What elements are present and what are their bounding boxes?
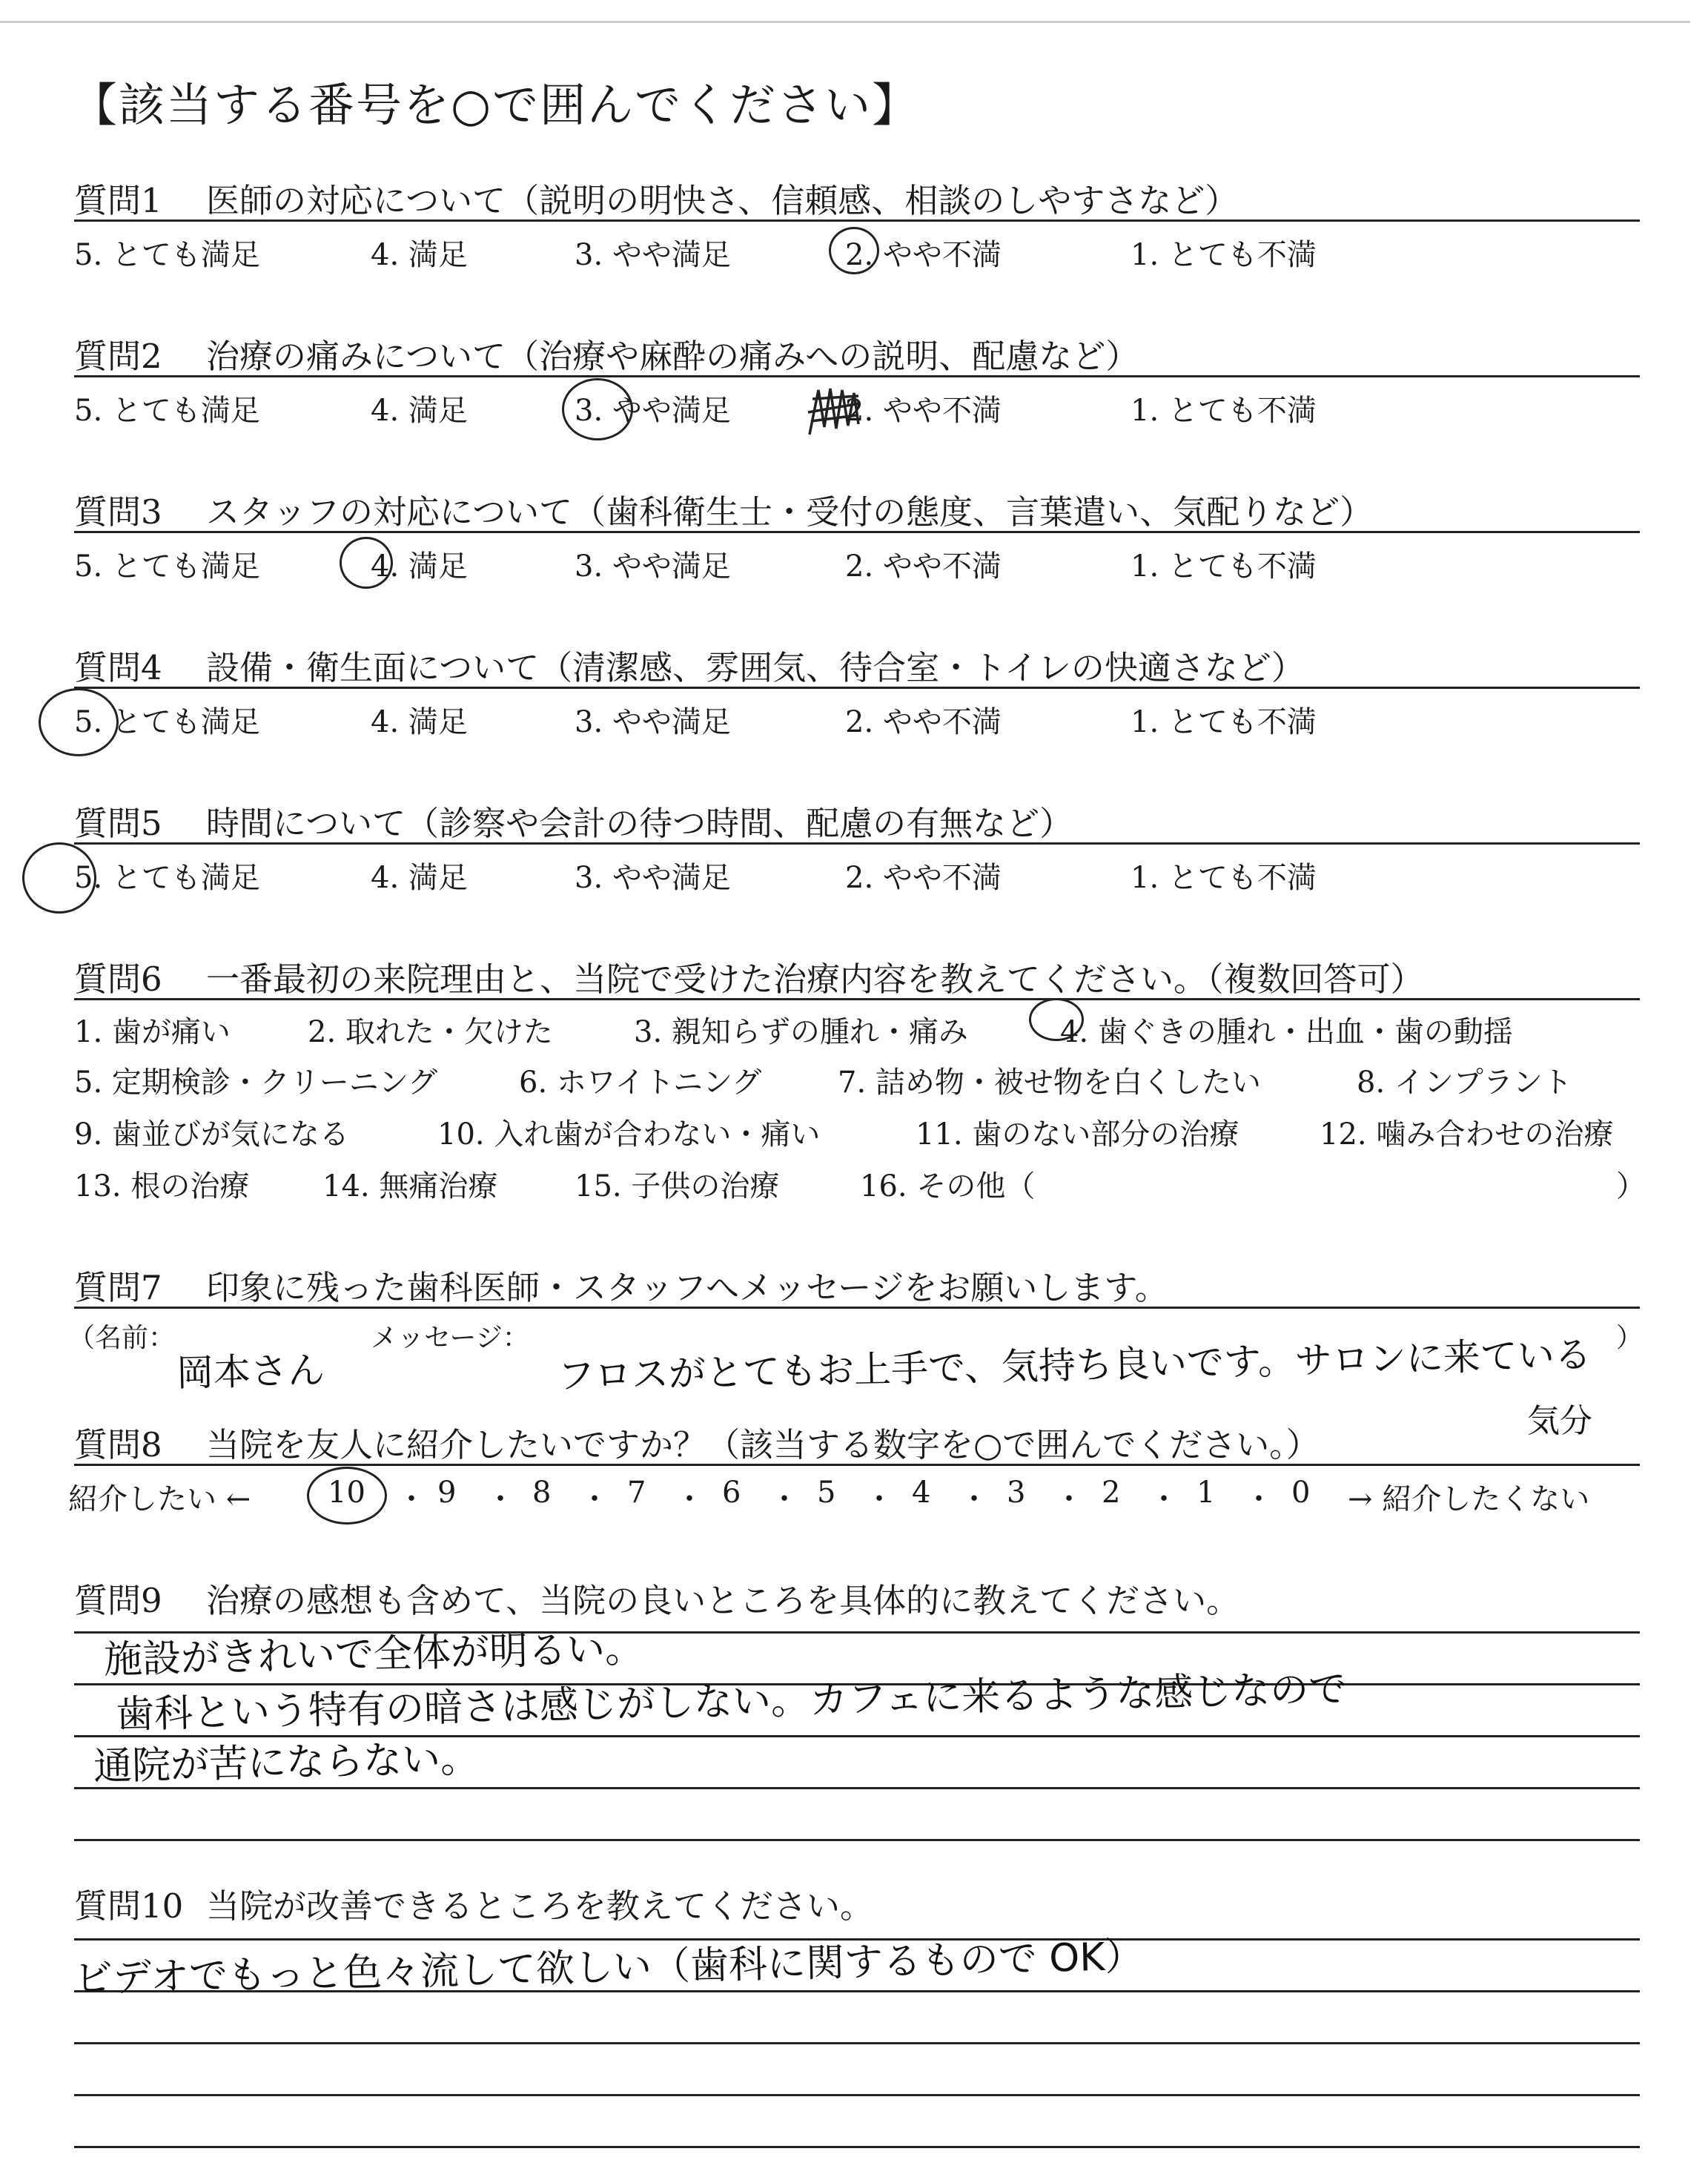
option-5[interactable]: 5. とても満足 [74,705,260,739]
divider [74,375,1640,377]
question-10-text: 当院が改善できるところを教えてください。 [206,1886,874,1926]
divider [74,687,1640,689]
message-close-paren: ） [1616,1323,1644,1353]
reason-option[interactable]: 13. 根の治療 [74,1169,250,1203]
question-10-label: 質問10 [74,1886,184,1926]
option-1[interactable]: 1. とても不満 [1131,394,1317,428]
answer-line [74,2042,1640,2044]
reason-option-other-close: ） [1616,1169,1646,1203]
scale-3[interactable]: 3 [1007,1476,1026,1510]
question-6-label: 質問6 [74,960,162,999]
message-label: メッセージ： [371,1323,529,1353]
option-4[interactable]: 4. 満足 [371,394,468,428]
scale-5[interactable]: 5 [817,1476,836,1510]
scale-dot: ・ [1054,1482,1084,1516]
q9-answer-line[interactable]: 歯科という特有の暗さは感じがしない。カフェに来るような感じなので [115,1667,1348,1737]
selection-circle [340,537,393,589]
scale-dot: ・ [769,1482,799,1516]
scale-7[interactable]: 7 [627,1476,646,1510]
reason-option[interactable]: 10. 入れ歯が合わない・痛い [437,1117,821,1152]
message-answer[interactable]: フロスがとてもお上手で、気持ち良いです。サロンに来ている [557,1332,1592,1398]
reason-option[interactable]: 9. 歯並びが気になる [74,1117,349,1152]
question-8-label: 質問8 [74,1425,162,1464]
option-3[interactable]: 3. やや満足 [575,238,731,272]
divider [74,1307,1640,1309]
scale-dot: ・ [580,1482,609,1516]
option-4[interactable]: 4. 満足 [371,705,468,739]
reason-option[interactable]: 8. インプラント [1357,1066,1572,1100]
scale-9[interactable]: 9 [437,1476,457,1510]
option-3[interactable]: 3. やや満足 [575,394,731,428]
scale-8[interactable]: 8 [532,1476,552,1510]
option-2[interactable]: 2. やや不満 [845,705,1002,739]
option-1[interactable]: 1. とても不満 [1131,238,1317,272]
page-title: 【該当する番号を○で囲んでください】 [71,78,920,132]
reason-option[interactable]: 2. 取れた・欠けた [308,1015,553,1049]
scale-dot: ・ [864,1482,894,1516]
scale-dot: ・ [397,1482,426,1516]
scale-0[interactable]: 0 [1291,1476,1311,1510]
divider [74,1464,1640,1466]
divider [74,219,1640,222]
selection-circle [39,688,119,756]
question-7-label: 質問7 [74,1268,162,1307]
question-2-label: 質問2 [74,337,162,376]
divider [74,531,1640,533]
message-answer-cont[interactable]: 気分 [1527,1402,1592,1440]
selection-circle [1029,998,1084,1041]
recommend-left-label: 紹介したい ← [68,1482,251,1516]
q9-answer-line[interactable]: 施設がきれいで全体が明るい。 [103,1626,644,1682]
selection-circle [22,842,96,914]
question-4-label: 質問4 [74,648,162,687]
option-4[interactable]: 4. 満足 [371,861,468,895]
q10-answer-line[interactable]: ビデオでもっと色々流して欲しい（歯科に関するもので OK） [73,1934,1144,2001]
option-5[interactable]: 5. とても満足 [74,238,260,272]
page-top-edge [0,21,1690,23]
question-5-label: 質問5 [74,804,162,843]
option-3[interactable]: 3. やや満足 [575,861,731,895]
scale-6[interactable]: 6 [722,1476,741,1510]
option-2[interactable]: 2. やや不満 [845,549,1002,584]
scale-dot: ・ [1149,1482,1179,1516]
scribble-mark [805,383,864,440]
question-4-text: 設備・衛生面について（清潔感、雰囲気、待合室・トイレの快適さなど） [206,648,1305,687]
option-2[interactable]: 2. やや不満 [845,238,1002,272]
reason-option[interactable]: 6. ホワイトニング [519,1066,762,1100]
scale-dot: ・ [959,1482,989,1516]
selection-circle [307,1467,387,1525]
name-label: （名前： [68,1323,176,1353]
option-1[interactable]: 1. とても不満 [1131,861,1317,895]
question-7-text: 印象に残った歯科医師・スタッフへメッセージをお願いします。 [206,1268,1168,1307]
option-4[interactable]: 4. 満足 [371,238,468,272]
question-3-text: スタッフの対応について（歯科衛生士・受付の態度、言葉遣い、気配りなど） [206,492,1374,532]
reason-option[interactable]: 7. 詰め物・被せ物を白くしたい [838,1066,1261,1100]
option-1[interactable]: 1. とても不満 [1131,549,1317,584]
question-1-label: 質問1 [74,181,162,220]
scale-1[interactable]: 1 [1196,1476,1216,1510]
reason-option[interactable]: 1. 歯が痛い [74,1015,231,1049]
reason-option[interactable]: 3. 親知らずの腫れ・痛み [634,1015,968,1049]
answer-line [74,2094,1640,2096]
option-5[interactable]: 5. とても満足 [74,549,260,584]
scale-dot: ・ [675,1482,704,1516]
scale-2[interactable]: 2 [1102,1476,1121,1510]
answer-line [74,2146,1640,2148]
option-5[interactable]: 5. とても満足 [74,861,260,895]
scale-4[interactable]: 4 [912,1476,931,1510]
divider [74,998,1640,1000]
reason-option[interactable]: 12. 噛み合わせの治療 [1320,1117,1614,1152]
scale-dot: ・ [1244,1482,1274,1516]
reason-option[interactable]: 14. 無痛治療 [322,1169,498,1203]
reason-option[interactable]: 4. 歯ぐきの腫れ・出血・歯の動揺 [1060,1015,1513,1049]
option-1[interactable]: 1. とても不満 [1131,705,1317,739]
question-5-text: 時間について（診察や会計の待つ時間、配慮の有無など） [206,804,1073,843]
question-6-text: 一番最初の来院理由と、当院で受けた治療内容を教えてください。（複数回答可） [206,960,1424,999]
question-1-text: 医師の対応について（説明の明快さ、信頼感、相談のしやすさなど） [206,181,1239,220]
option-5[interactable]: 5. とても満足 [74,394,260,428]
recommend-right-label: → 紹介したくない [1348,1482,1590,1516]
reason-option-other[interactable]: 16. その他（ [860,1169,1036,1203]
answer-line [74,1787,1640,1789]
option-2[interactable]: 2. やや不満 [845,394,1002,428]
option-3[interactable]: 3. やや満足 [575,705,731,739]
divider [74,842,1640,845]
option-4[interactable]: 4. 満足 [371,549,468,584]
option-2[interactable]: 2. やや不満 [845,861,1002,895]
scale-10[interactable]: 10 [328,1476,365,1510]
question-9-label: 質問9 [74,1581,162,1620]
reason-option[interactable]: 11. 歯のない部分の治療 [916,1117,1239,1152]
reason-option[interactable]: 15. 子供の治療 [575,1169,780,1203]
selection-circle [829,227,879,274]
reason-option[interactable]: 5. 定期検診・クリーニング [74,1066,438,1100]
q9-answer-line[interactable]: 通院が苦にならない。 [93,1737,480,1789]
option-3[interactable]: 3. やや満足 [575,549,731,584]
scale-dot: ・ [486,1482,515,1516]
answer-line [74,1839,1640,1841]
selection-circle [562,378,633,440]
question-2-text: 治療の痛みについて（治療や麻酔の痛みへの説明、配慮など） [206,337,1139,376]
question-8-text: 当院を友人に紹介したいですか？（該当する数字を○で囲んでください。） [206,1425,1320,1464]
name-answer[interactable]: 岡本さん [176,1348,325,1395]
question-3-label: 質問3 [74,492,162,532]
question-9-text: 治療の感想も含めて、当院の良いところを具体的に教えてください。 [206,1581,1240,1620]
